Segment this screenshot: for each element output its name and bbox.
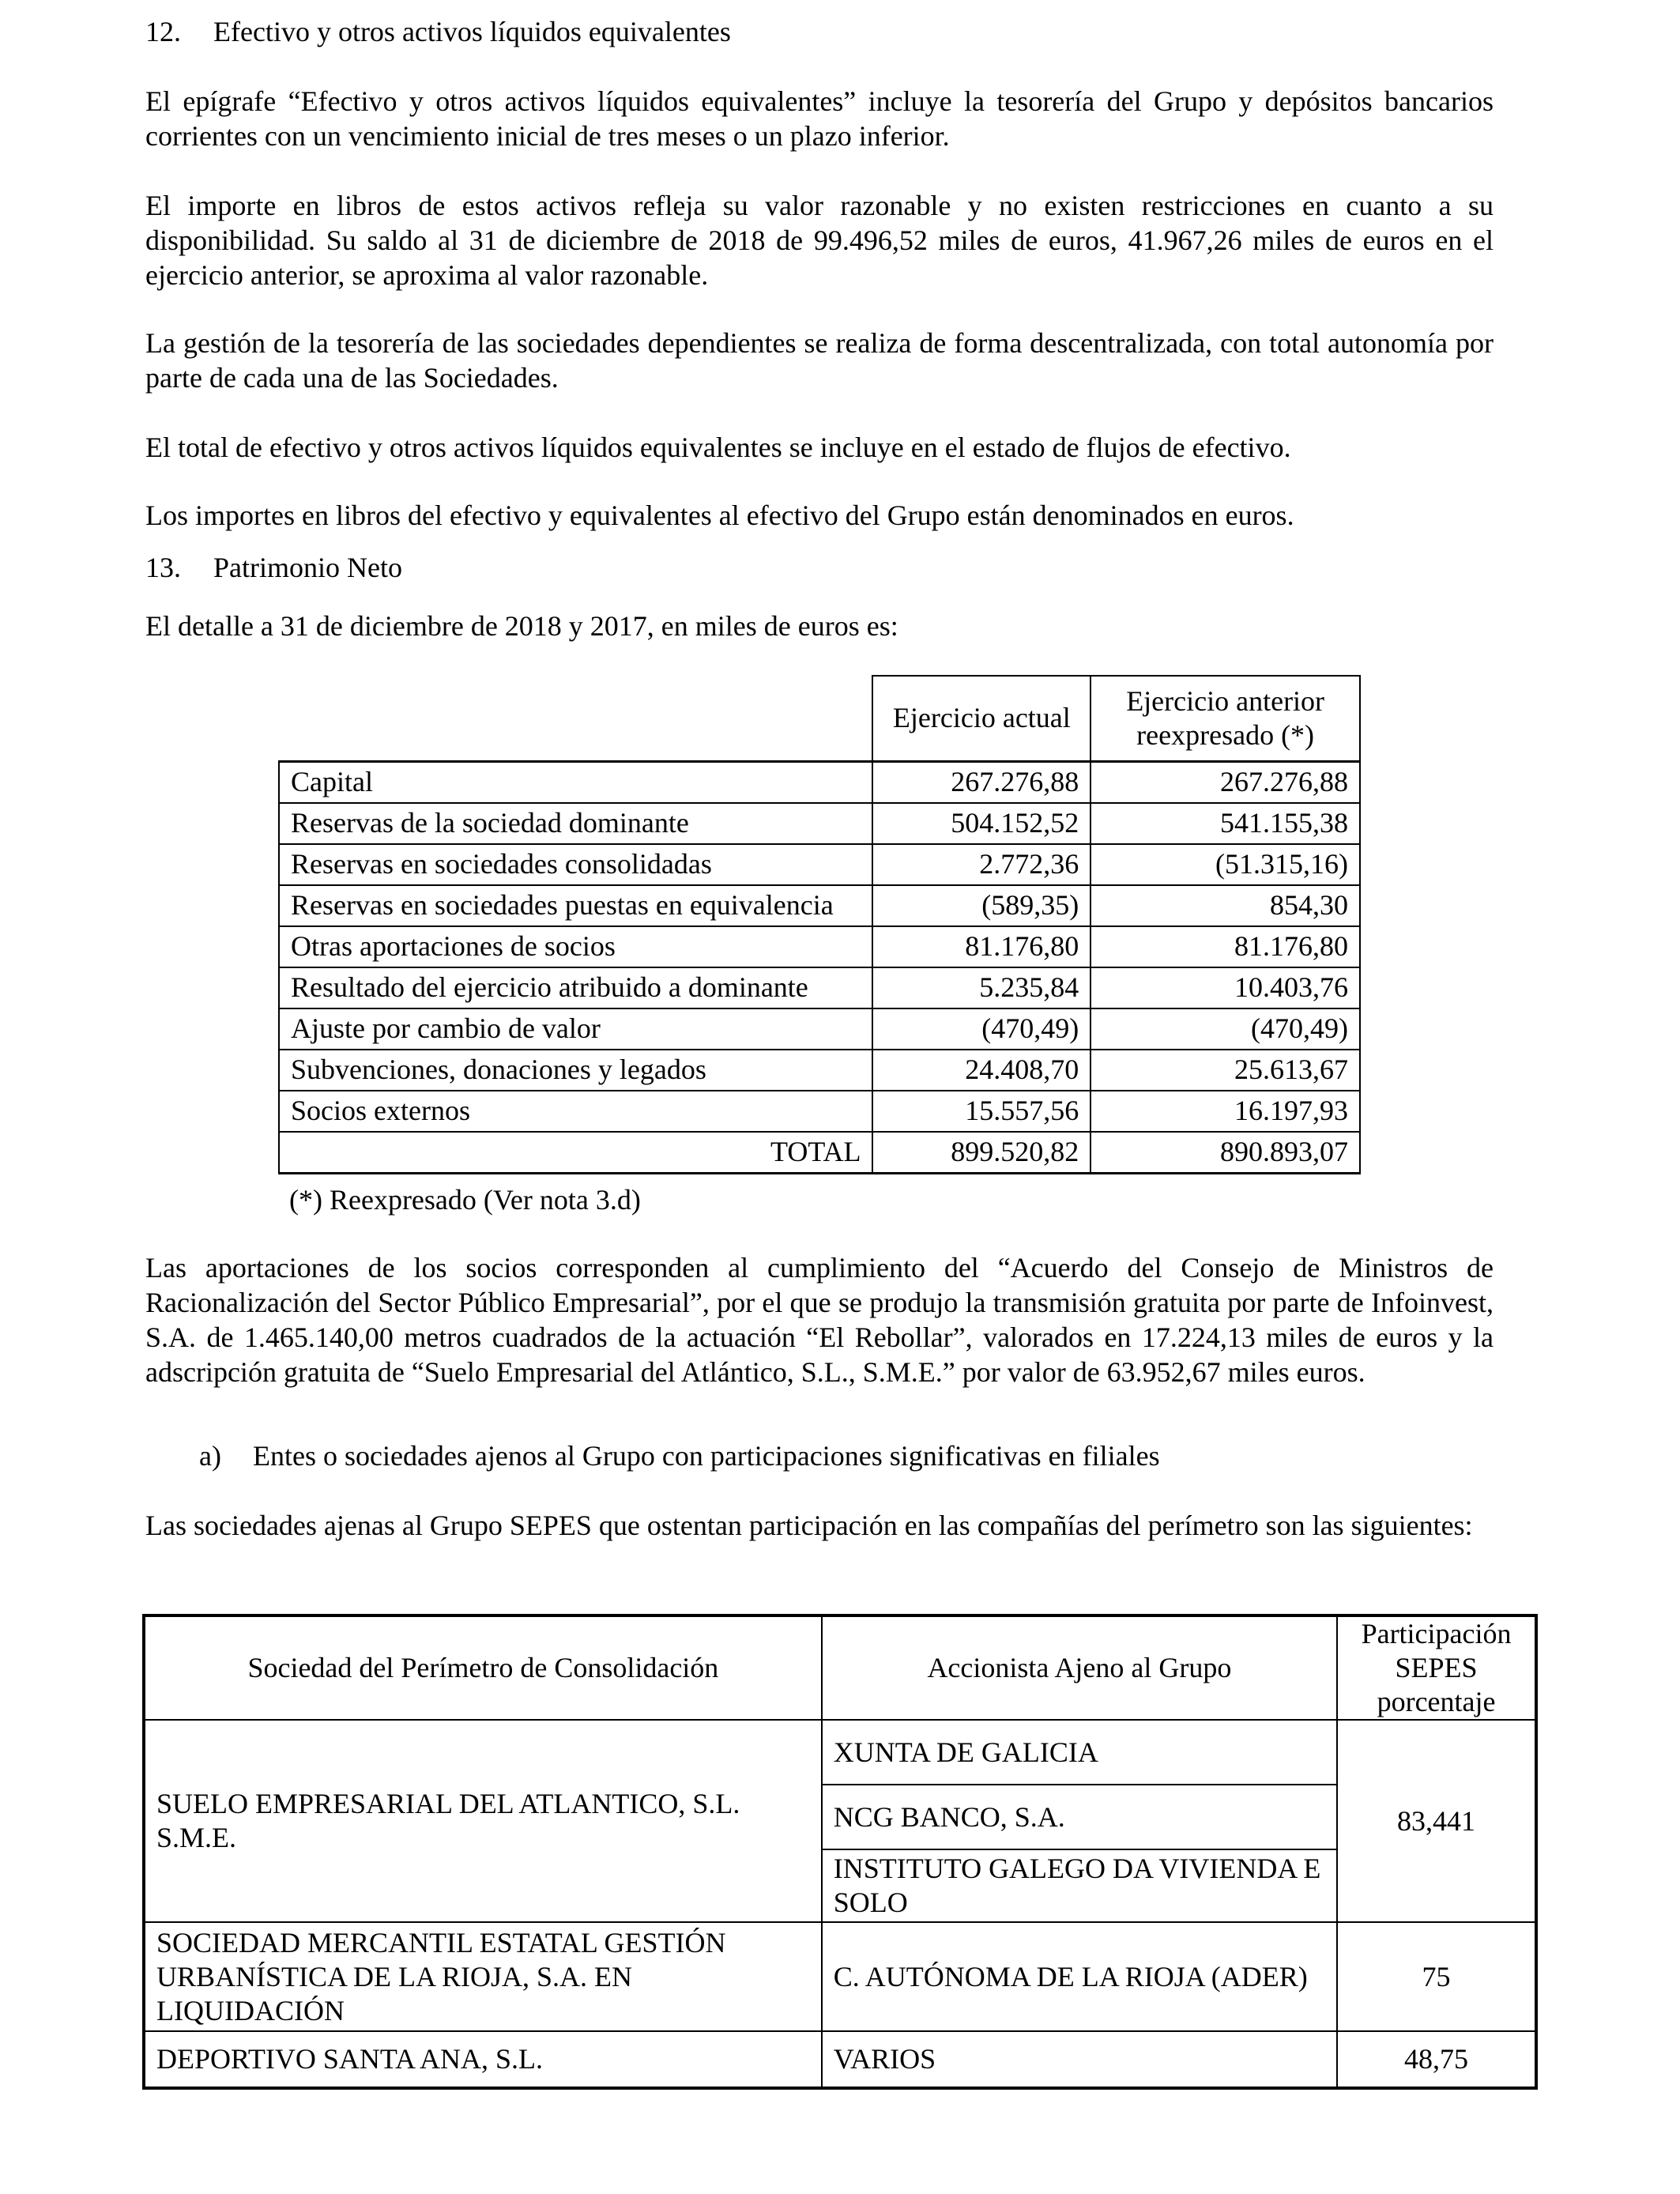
table-row [144, 1720, 1536, 1785]
participaciones-table [142, 1614, 1538, 2090]
row-actual: 267.276,88 [872, 761, 1090, 803]
paragraph-importe-libros: El importe en libros de estos activos refleja su valor razonable y no existen restricciones en cuanto a su disponibilidad. Su saldo al 31 de diciembre de 2018 de 99.496,52 miles de euros, 41.967,26 miles de euros en el ejercicio anterior, se aproxima al valor razonable. [145, 190, 1494, 291]
table-header-row [279, 676, 1360, 761]
row-label: Ajuste por cambio de valor [279, 1008, 872, 1050]
section-12-title: Efectivo y otros activos líquidos equivalentes [213, 16, 731, 47]
row-anterior: 16.197,93 [1090, 1091, 1360, 1132]
table-row [144, 2031, 1536, 2088]
header-ejercicio-anterior: Ejercicio anterior reexpresado (*) [1090, 676, 1360, 761]
table-row [279, 1008, 1360, 1050]
row-actual: 15.557,56 [872, 1091, 1090, 1132]
table-header-row [144, 1615, 1536, 1720]
sociedad-cell: SUELO EMPRESARIAL DEL ATLANTICO, S.L. S.M.E. [144, 1720, 822, 1922]
section-12-number: 12. [145, 16, 181, 47]
section-13-number: 13. [145, 552, 181, 583]
row-anterior: 541.155,38 [1090, 803, 1360, 844]
participacion-cell: 75 [1337, 1922, 1536, 2031]
accionista-cell: C. AUTÓNOMA DE LA RIOJA (ADER) [822, 1922, 1337, 2031]
paragraph-total-efectivo: El total de efectivo y otros activos líquidos equivalentes se incluye en el estado de flujos de efectivo. [145, 432, 1291, 463]
paragraph-gestion-tesoreria: La gestión de la tesorería de las sociedades dependientes se realiza de forma descentralizada, con total autonomía por parte de cada una de las Sociedades. [145, 327, 1494, 394]
table-row [279, 1050, 1360, 1091]
total-actual: 899.520,82 [872, 1132, 1090, 1174]
total-anterior: 890.893,07 [1090, 1132, 1360, 1174]
table-row [279, 885, 1360, 926]
table-row [279, 803, 1360, 844]
row-actual: 24.408,70 [872, 1050, 1090, 1091]
participacion-cell: 83,441 [1337, 1720, 1536, 1922]
row-actual: 5.235,84 [872, 967, 1090, 1008]
paragraph-aportaciones: Las aportaciones de los socios corresponden al cumplimiento del “Acuerdo del Consejo de Ministros de Racionalización del Sector Público Empresarial”, por el que se produjo la transmisión gratuita por parte de Infoinvest, S.A. de 1.465.140,00 metros cuadrados de la actuación “El Rebollar”, valorados en 17.224,13 miles de euros y la adscripción gratuita de “Suelo Empresarial del Atlántico, S.L., S.M.E.” por valor de 63.952,67 miles euros. [145, 1252, 1494, 1388]
table-row [279, 844, 1360, 885]
row-label: Reservas en sociedades puestas en equivalencia [279, 885, 872, 926]
row-actual: 81.176,80 [872, 926, 1090, 967]
accionista-cell: XUNTA DE GALICIA [822, 1720, 1337, 1785]
accionista-cell: VARIOS [822, 2031, 1337, 2088]
section-13-title: Patrimonio Neto [213, 552, 402, 583]
row-actual: (470,49) [872, 1008, 1090, 1050]
row-actual: 504.152,52 [872, 803, 1090, 844]
row-anterior: 267.276,88 [1090, 761, 1360, 803]
row-anterior: 25.613,67 [1090, 1050, 1360, 1091]
row-label: Otras aportaciones de socios [279, 926, 872, 967]
sociedad-cell: DEPORTIVO SANTA ANA, S.L. [144, 2031, 822, 2088]
header-sociedad: Sociedad del Perímetro de Consolidación [144, 1615, 822, 1720]
subsection-a-letter: a) [199, 1440, 221, 1472]
table-row [279, 761, 1360, 803]
patrimonio-neto-table [278, 675, 1361, 1174]
row-anterior: (470,49) [1090, 1008, 1360, 1050]
accionista-cell: NCG BANCO, S.A. [822, 1785, 1337, 1849]
sociedad-cell: SOCIEDAD MERCANTIL ESTATAL GESTIÓN URBANÍSTICA DE LA RIOJA, S.A. EN LIQUIDACIÓN [144, 1922, 822, 2031]
total-label: TOTAL [279, 1132, 872, 1174]
row-anterior: 854,30 [1090, 885, 1360, 926]
participacion-cell: 48,75 [1337, 2031, 1536, 2088]
table-row [279, 1091, 1360, 1132]
row-actual: 2.772,36 [872, 844, 1090, 885]
table-row [144, 1922, 1536, 2031]
subsection-a-title: Entes o sociedades ajenos al Grupo con participaciones significativas en filiales [253, 1440, 1160, 1472]
accionista-cell: INSTITUTO GALEGO DA VIVIENDA E SOLO [822, 1849, 1337, 1922]
row-label: Reservas de la sociedad dominante [279, 803, 872, 844]
table-total-row [279, 1132, 1360, 1174]
paragraph-detalle-intro: El detalle a 31 de diciembre de 2018 y 2017, en miles de euros es: [145, 610, 898, 642]
table-row [279, 926, 1360, 967]
row-label: Resultado del ejercicio atribuido a dominante [279, 967, 872, 1008]
table-row [279, 967, 1360, 1008]
row-label: Subvenciones, donaciones y legados [279, 1050, 872, 1091]
paragraph-sociedades-ajenas: Las sociedades ajenas al Grupo SEPES que ostentan participación en las compañías del perímetro son las siguientes: [145, 1510, 1473, 1541]
header-accionista: Accionista Ajeno al Grupo [822, 1615, 1337, 1720]
row-actual: (589,35) [872, 885, 1090, 926]
row-label: Reservas en sociedades consolidadas [279, 844, 872, 885]
row-anterior: 81.176,80 [1090, 926, 1360, 967]
row-label: Socios externos [279, 1091, 872, 1132]
header-ejercicio-actual: Ejercicio actual [872, 676, 1090, 761]
paragraph-epigrafe: El epígrafe “Efectivo y otros activos líquidos equivalentes” incluye la tesorería del Grupo y depósitos bancarios corrientes con un vencimiento inicial de tres meses o un plazo inferior. [145, 85, 1494, 152]
paragraph-importes-euros: Los importes en libros del efectivo y equivalentes al efectivo del Grupo están denominados en euros. [145, 499, 1294, 531]
row-anterior: 10.403,76 [1090, 967, 1360, 1008]
table-note: (*) Reexpresado (Ver nota 3.d) [289, 1184, 641, 1216]
row-anterior: (51.315,16) [1090, 844, 1360, 885]
row-label: Capital [279, 761, 872, 803]
header-participacion: Participación SEPES porcentaje [1337, 1615, 1536, 1720]
